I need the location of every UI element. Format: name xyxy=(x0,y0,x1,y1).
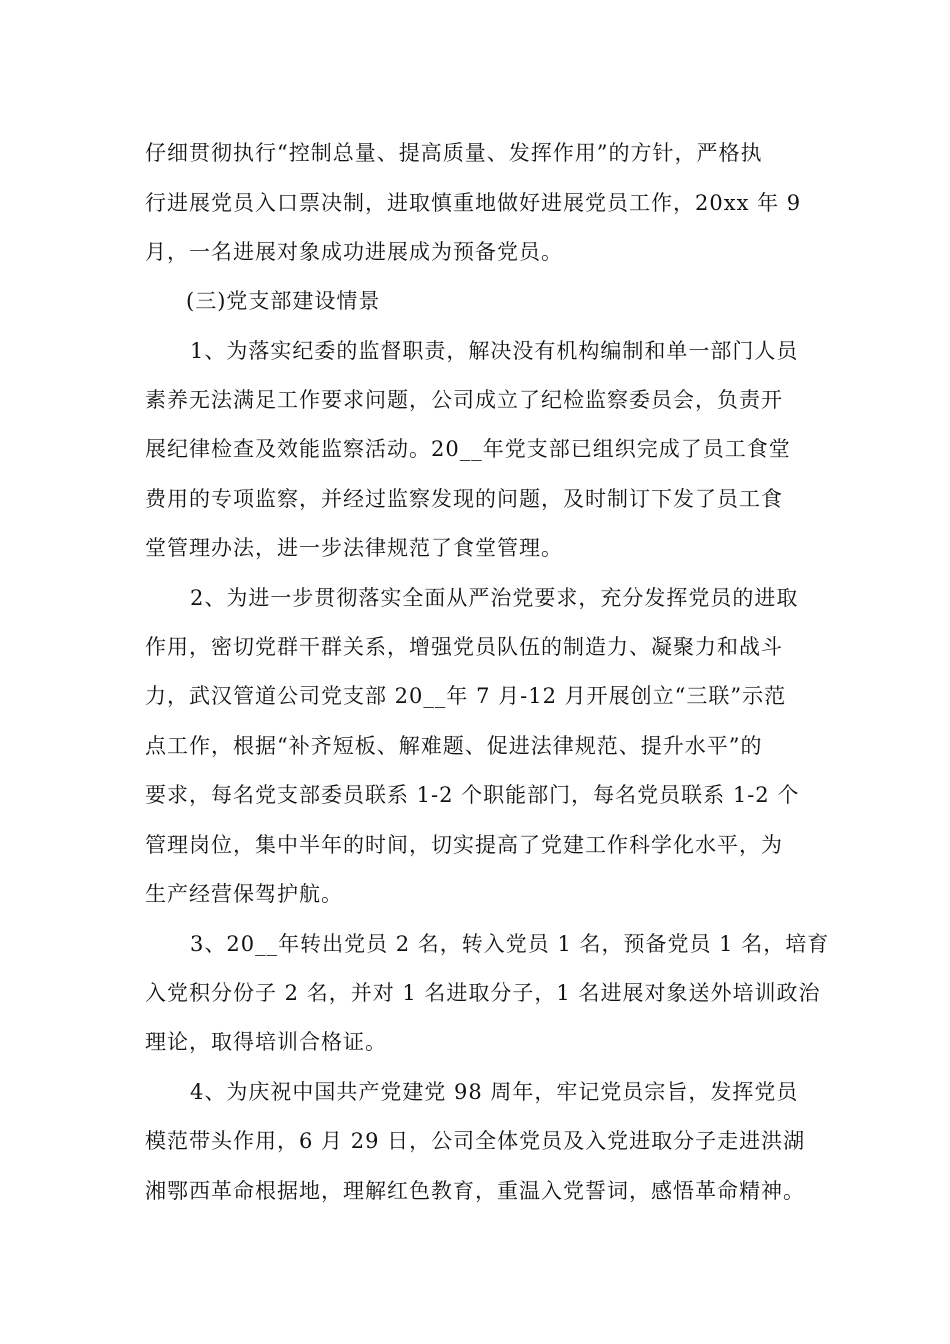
text-line: 作用，密切党群干群关系，增强党员队伍的制造力、凝聚力和战斗 xyxy=(145,635,783,659)
text-line: 3、20__年转出党员 2 名，转入党员 1 名，预备党员 1 名，培育 xyxy=(190,932,830,956)
text-line: 仔细贯彻执行“控制总量、提高质量、发挥作用”的方针，严格执 xyxy=(145,141,763,165)
text-line: 入党积分份子 2 名，并对 1 名进取分子，1 名进展对象送外培训政治 xyxy=(145,981,821,1005)
text-line: 要求，每名党支部委员联系 1-2 个职能部门，每名党员联系 1-2 个 xyxy=(145,783,800,807)
text-line: 行进展党员入口票决制，进取慎重地做好进展党员工作，20xx 年 9 xyxy=(145,191,802,215)
text-line: 展纪律检查及效能监察活动。20__年党支部已组织完成了员工食堂 xyxy=(145,437,791,461)
text-line: 1、为落实纪委的监督职责，解决没有机构编制和单一部门人员 xyxy=(190,339,799,363)
text-line: 点工作，根据“补齐短板、解难题、促进法律规范、提升水平”的 xyxy=(145,734,763,758)
section-heading: (三)党支部建设情景 xyxy=(186,289,381,313)
text-line: 模范带头作用，6 月 29 日，公司全体党员及入党进取分子走进洪湖 xyxy=(145,1129,806,1153)
text-line: 堂管理办法，进一步法律规范了食堂管理。 xyxy=(145,536,563,560)
text-line: 管理岗位，集中半年的时间，切实提高了党建工作科学化水平，为 xyxy=(145,833,783,857)
text-line: 力，武汉管道公司党支部 20__年 7 月-12 月开展创立“三联”示范 xyxy=(145,684,787,708)
text-line: 理论，取得培训合格证。 xyxy=(145,1030,387,1054)
text-line: 月，一名进展对象成功进展成为预备党员。 xyxy=(145,240,563,264)
text-line: 生产经营保驾护航。 xyxy=(145,882,343,906)
text-line: 湘鄂西革命根据地，理解红色教育，重温入党誓词，感悟革命精神。 xyxy=(145,1179,805,1203)
text-line: 素养无法满足工作要求问题，公司成立了纪检监察委员会，负责开 xyxy=(145,388,783,412)
text-line: 费用的专项监察，并经过监察发现的问题，及时制订下发了员工食 xyxy=(145,487,783,511)
text-line: 2、为进一步贯彻落实全面从严治党要求，充分发挥党员的进取 xyxy=(190,586,799,610)
text-line: 4、为庆祝中国共产党建党 98 周年，牢记党员宗旨，发挥党员 xyxy=(190,1080,799,1104)
